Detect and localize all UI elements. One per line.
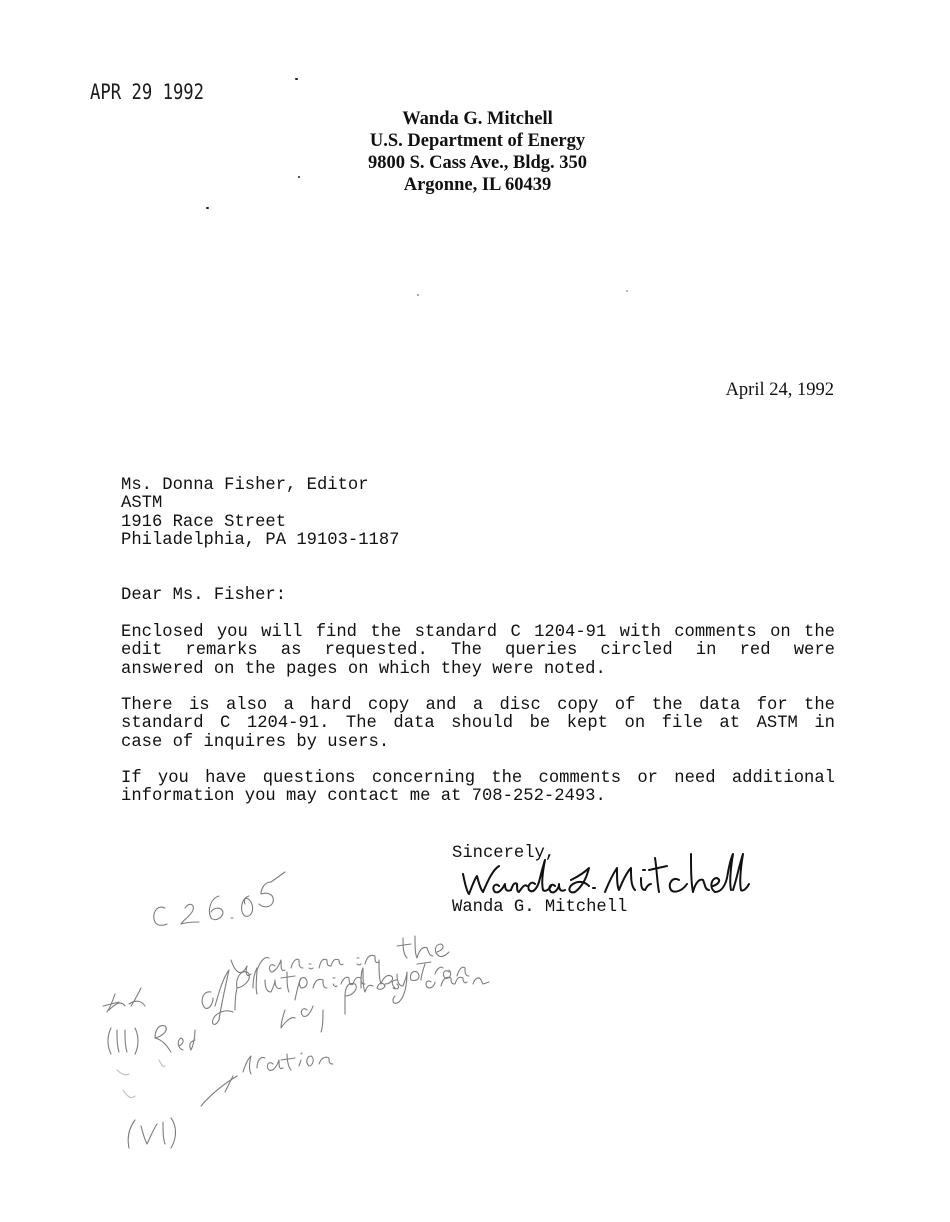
paragraph-line: Enclosed you will find the standard C 1204-91 with comments on the (121, 623, 835, 642)
letterhead-name: Wanda G. Mitchell (402, 109, 553, 129)
scan-speck (626, 290, 628, 292)
paragraph-line: case of inquires by users. (121, 732, 390, 752)
scan-speck (298, 176, 300, 178)
received-date-stamp: APR 29 1992 (90, 80, 205, 104)
salutation: Dear Ms. Fisher: (121, 586, 287, 605)
scan-speck (295, 78, 298, 80)
scan-speck (206, 207, 209, 209)
recipient-street: 1916 Race Street (121, 512, 287, 532)
letter-date: April 24, 1992 (725, 380, 834, 400)
scan-speck (417, 294, 419, 296)
recipient-address (121, 477, 399, 550)
handwritten-notes (95, 860, 495, 1160)
body-paragraph-3 (121, 770, 835, 807)
handwritten-signature (455, 848, 755, 900)
letterhead-organization: U.S. Department of Energy (369, 131, 586, 151)
paragraph-line: answered on the pages on which they were noted. (121, 659, 606, 679)
recipient-name-title: Ms. Donna Fisher, Editor (121, 476, 369, 495)
body-paragraph-1 (121, 624, 835, 679)
paragraph-line: If you have questions concerning the comments or need additional (121, 769, 835, 788)
letterhead-city: Argonne, IL 60439 (403, 175, 552, 195)
closing: Sincerely, (452, 844, 556, 863)
signer-name: Wanda G. Mitchell (452, 898, 628, 917)
paragraph-line: standard C 1204-91. The data should be kept on file at ASTM in (121, 714, 835, 734)
paragraph-line: There is also a hard copy and a disc copy of the data for the (121, 696, 835, 715)
recipient-city: Philadelphia, PA 19103-1187 (121, 530, 400, 550)
body-paragraph-2 (121, 697, 835, 752)
letterhead (300, 108, 655, 196)
paragraph-line: information you may contact me at 708-252-2493. (121, 787, 606, 807)
paragraph-line: edit remarks as requested. The queries circled in red were (121, 641, 835, 661)
recipient-organization: ASTM (121, 494, 163, 514)
letterhead-street: 9800 S. Cass Ave., Bldg. 350 (367, 153, 588, 173)
